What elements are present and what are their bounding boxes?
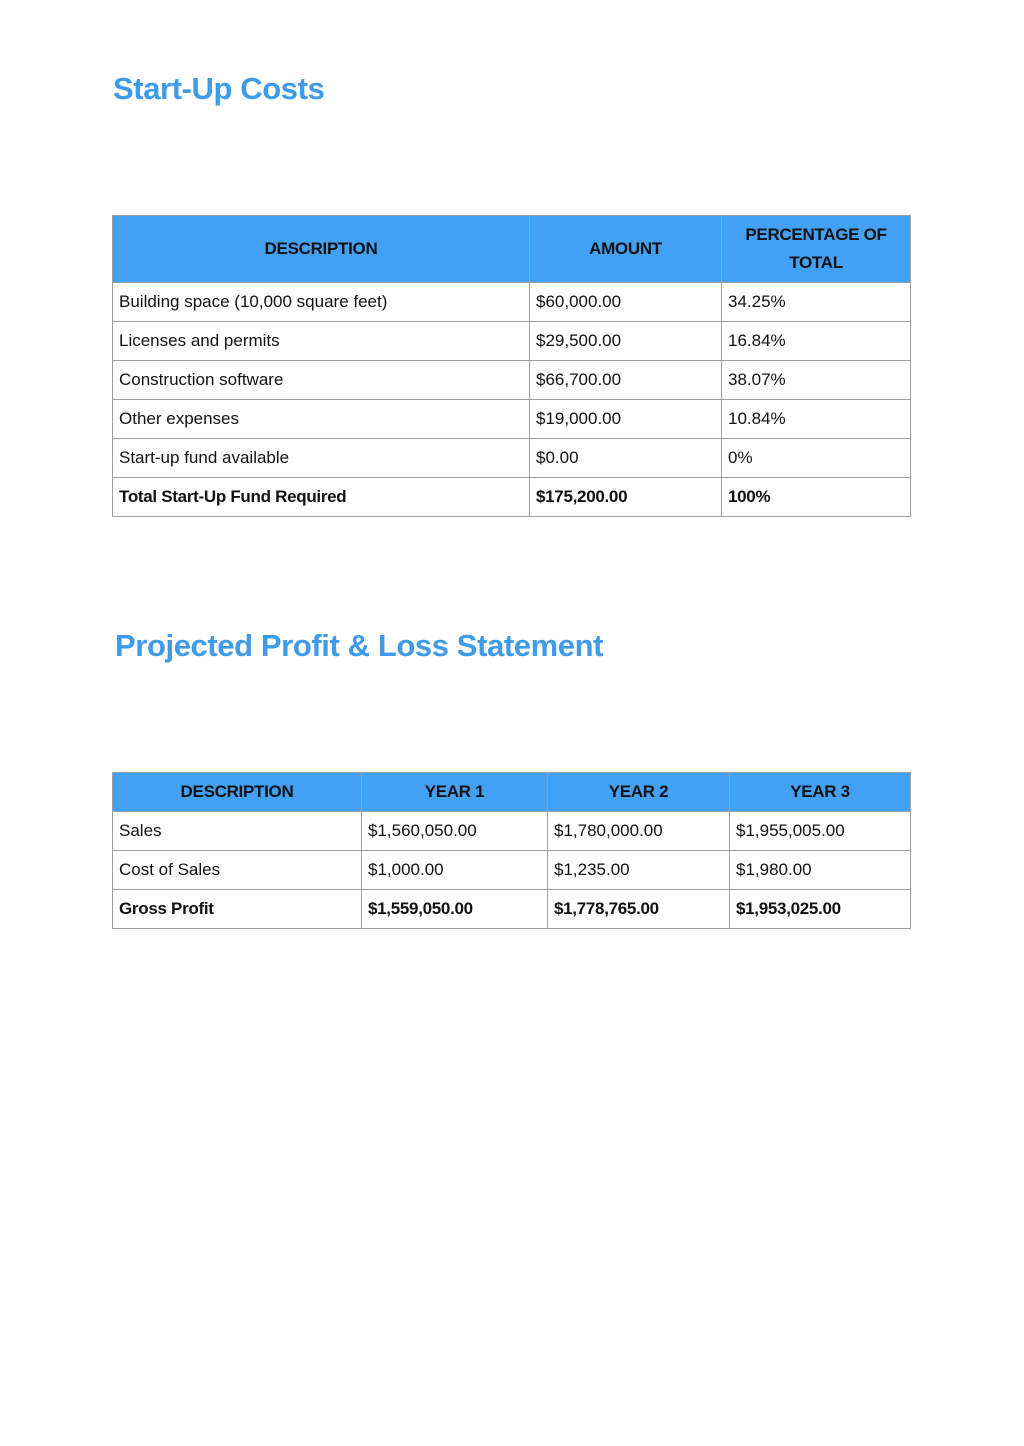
table-header-row xyxy=(113,773,911,812)
table-row xyxy=(113,812,911,851)
cell-year-3: $1,955,005.00 xyxy=(730,812,911,851)
cell-amount: $60,000.00 xyxy=(530,283,722,322)
column-header-year-1: YEAR 1 xyxy=(362,773,548,812)
total-year-3: $1,953,025.00 xyxy=(730,890,911,929)
cell-year-3: $1,980.00 xyxy=(730,851,911,890)
total-label: Total Start-Up Fund Required xyxy=(113,478,530,517)
column-header-year-3: YEAR 3 xyxy=(730,773,911,812)
table-row xyxy=(113,322,911,361)
total-year-2: $1,778,765.00 xyxy=(548,890,730,929)
table-row xyxy=(113,439,911,478)
cell-description: Cost of Sales xyxy=(113,851,362,890)
cell-description: Sales xyxy=(113,812,362,851)
cell-percentage: 34.25% xyxy=(722,283,911,322)
cell-percentage: 16.84% xyxy=(722,322,911,361)
total-row xyxy=(113,478,911,517)
profit-loss-title: Projected Profit & Loss Statement xyxy=(115,628,604,663)
cell-description: Construction software xyxy=(113,361,530,400)
cell-year-2: $1,235.00 xyxy=(548,851,730,890)
startup-costs-table xyxy=(112,215,911,517)
cell-percentage: 10.84% xyxy=(722,400,911,439)
total-label: Gross Profit xyxy=(113,890,362,929)
total-year-1: $1,559,050.00 xyxy=(362,890,548,929)
column-header-description: DESCRIPTION xyxy=(113,216,530,283)
cell-year-1: $1,000.00 xyxy=(362,851,548,890)
cell-amount: $66,700.00 xyxy=(530,361,722,400)
column-header-amount: AMOUNT xyxy=(530,216,722,283)
total-amount: $175,200.00 xyxy=(530,478,722,517)
table-row xyxy=(113,283,911,322)
table-header-row xyxy=(113,216,911,283)
cell-description: Building space (10,000 square feet) xyxy=(113,283,530,322)
table-row xyxy=(113,361,911,400)
profit-loss-table xyxy=(112,772,911,929)
cell-amount: $0.00 xyxy=(530,439,722,478)
cell-percentage: 38.07% xyxy=(722,361,911,400)
cell-year-2: $1,780,000.00 xyxy=(548,812,730,851)
cell-amount: $29,500.00 xyxy=(530,322,722,361)
cell-amount: $19,000.00 xyxy=(530,400,722,439)
cell-percentage: 0% xyxy=(722,439,911,478)
column-header-description: DESCRIPTION xyxy=(113,773,362,812)
cell-description: Other expenses xyxy=(113,400,530,439)
startup-costs-title: Start-Up Costs xyxy=(113,71,325,106)
table-row xyxy=(113,400,911,439)
column-header-year-2: YEAR 2 xyxy=(548,773,730,812)
total-percentage: 100% xyxy=(722,478,911,517)
total-row xyxy=(113,890,911,929)
cell-description: Licenses and permits xyxy=(113,322,530,361)
cell-year-1: $1,560,050.00 xyxy=(362,812,548,851)
column-header-percentage: PERCENTAGE OF TOTAL xyxy=(722,216,911,283)
cell-description: Start-up fund available xyxy=(113,439,530,478)
table-row xyxy=(113,851,911,890)
